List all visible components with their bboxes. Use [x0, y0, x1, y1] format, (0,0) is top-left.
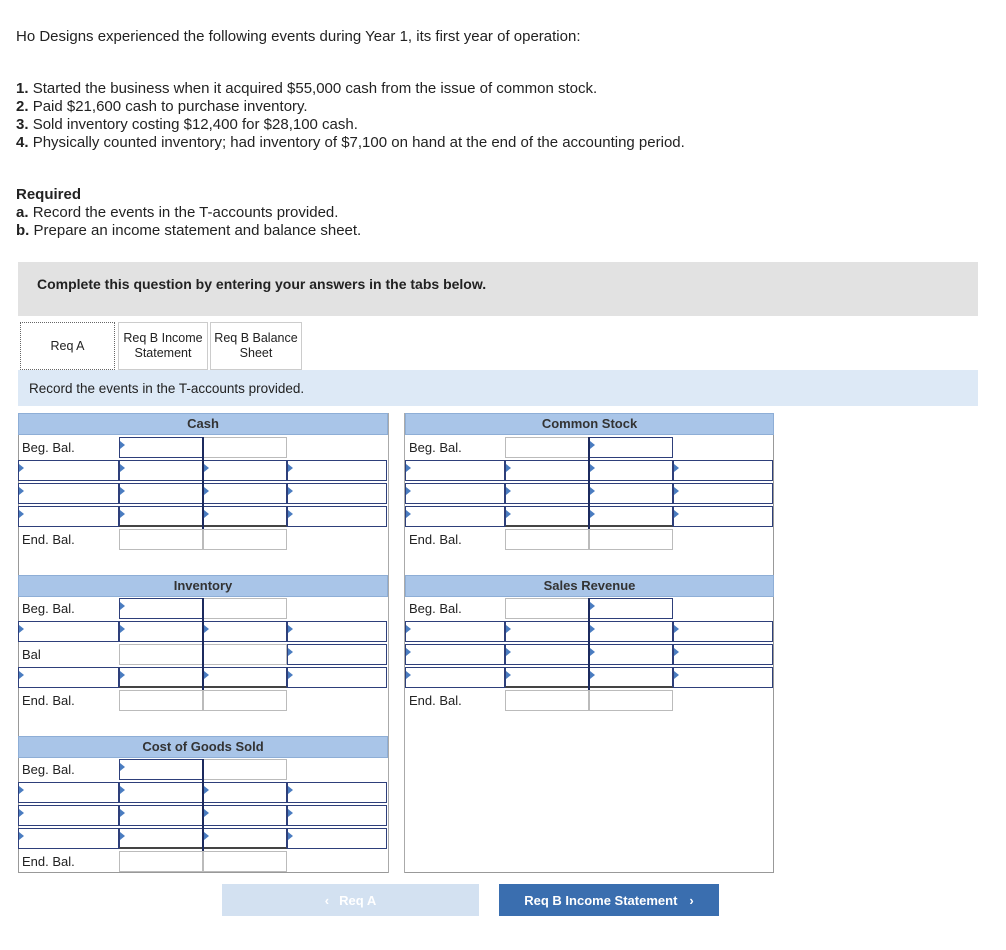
sales-revenue-credit-3[interactable] [589, 667, 673, 688]
prev-button[interactable]: ‹ Req A [222, 884, 479, 916]
cash-ref-1[interactable] [287, 460, 387, 481]
common-stock-beg-credit[interactable] [589, 437, 673, 458]
inventory-t-line [202, 598, 204, 690]
sales-revenue-beg-debit [505, 598, 589, 619]
cogs-ref-1[interactable] [287, 782, 387, 803]
required-b: b. Prepare an income statement and balance sheet. [16, 222, 362, 239]
common-stock-end-label: End. Bal. [409, 532, 462, 547]
common-stock-debit-2[interactable] [505, 483, 589, 504]
common-stock-beg-debit [505, 437, 589, 458]
inventory-ref-3[interactable] [287, 667, 387, 688]
cash-beg-debit[interactable] [119, 437, 203, 458]
inventory-beg-debit[interactable] [119, 598, 203, 619]
cash-label-1[interactable] [18, 460, 119, 481]
sales-revenue-end-debit [505, 690, 589, 711]
cash-credit-2[interactable] [203, 483, 287, 504]
cogs-label-3[interactable] [18, 828, 119, 849]
sales-revenue-credit-2[interactable] [589, 644, 673, 665]
sales-revenue-label-1[interactable] [405, 621, 505, 642]
common-stock-debit-1[interactable] [505, 460, 589, 481]
cash-credit-1[interactable] [203, 460, 287, 481]
cash-debit-1[interactable] [119, 460, 203, 481]
inventory-credit-3[interactable] [203, 667, 287, 688]
cogs-credit-3[interactable] [203, 828, 287, 849]
cash-label-3[interactable] [18, 506, 119, 527]
cogs-end-debit [119, 851, 203, 872]
common-stock-t-line [588, 437, 590, 529]
common-stock-end-debit [505, 529, 589, 550]
column-divider [388, 413, 405, 873]
common-stock-debit-3[interactable] [505, 506, 589, 527]
chevron-right-icon: › [689, 892, 694, 908]
cash-end-credit [203, 529, 287, 550]
sales-revenue-label-2[interactable] [405, 644, 505, 665]
sales-revenue-debit-2[interactable] [505, 644, 589, 665]
cash-title: Cash [18, 413, 388, 435]
sales-revenue-end-credit [589, 690, 673, 711]
cash-t-line [202, 437, 204, 529]
cash-beg-credit [203, 437, 287, 458]
cogs-debit-1[interactable] [119, 782, 203, 803]
cogs-debit-3[interactable] [119, 828, 203, 849]
cogs-label-2[interactable] [18, 805, 119, 826]
sales-revenue-label-3[interactable] [405, 667, 505, 688]
required-a: a. Record the events in the T-accounts provided. [16, 204, 339, 221]
cogs-ref-2[interactable] [287, 805, 387, 826]
sales-revenue-ref-2[interactable] [673, 644, 773, 665]
common-stock-credit-3[interactable] [589, 506, 673, 527]
sales-revenue-title: Sales Revenue [405, 575, 774, 597]
sales-revenue-ref-3[interactable] [673, 667, 773, 688]
cogs-title: Cost of Goods Sold [18, 736, 388, 758]
cogs-label-1[interactable] [18, 782, 119, 803]
cogs-ref-3[interactable] [287, 828, 387, 849]
cash-debit-3[interactable] [119, 506, 203, 527]
next-button[interactable]: Req B Income Statement › [499, 884, 719, 916]
event-item: 1. Started the business when it acquired $55,000 cash from the issue of common stock. [16, 80, 598, 97]
cogs-debit-2[interactable] [119, 805, 203, 826]
sales-revenue-ref-1[interactable] [673, 621, 773, 642]
cogs-end-credit [203, 851, 287, 872]
inventory-bal-debit [119, 644, 203, 665]
inventory-ref-1[interactable] [287, 621, 387, 642]
event-item: 3. Sold inventory costing $12,400 for $28,100 cash. [16, 116, 358, 133]
cogs-beg-debit[interactable] [119, 759, 203, 780]
chevron-left-icon: ‹ [324, 892, 330, 908]
common-stock-label-2[interactable] [405, 483, 505, 504]
common-stock-credit-1[interactable] [589, 460, 673, 481]
inventory-label-1[interactable] [18, 621, 119, 642]
inventory-beg-label: Beg. Bal. [22, 601, 75, 616]
required-title: Required [16, 186, 82, 203]
instructions-banner: Complete this question by entering your answers in the tabs below. [18, 262, 978, 316]
required-section [16, 186, 361, 240]
inventory-beg-credit [203, 598, 287, 619]
sales-revenue-debit-3[interactable] [505, 667, 589, 688]
inventory-bal-label: Bal [22, 647, 41, 662]
inventory-label-3[interactable] [18, 667, 119, 688]
common-stock-credit-2[interactable] [589, 483, 673, 504]
sales-revenue-beg-label: Beg. Bal. [409, 601, 462, 616]
common-stock-ref-3[interactable] [673, 506, 773, 527]
cash-credit-3[interactable] [203, 506, 287, 527]
cogs-beg-label: Beg. Bal. [22, 762, 75, 777]
cash-label-2[interactable] [18, 483, 119, 504]
cogs-beg-credit [203, 759, 287, 780]
problem-intro: Ho Designs experienced the following events during Year 1, its first year of operation: [16, 28, 581, 45]
common-stock-ref-1[interactable] [673, 460, 773, 481]
inventory-title: Inventory [18, 575, 388, 597]
tab-req-b-balance-sheet[interactable]: Req B Balance Sheet [210, 322, 302, 370]
common-stock-title: Common Stock [405, 413, 774, 435]
sales-revenue-debit-1[interactable] [505, 621, 589, 642]
inventory-debit-1[interactable] [119, 621, 203, 642]
tab-req-a[interactable]: Req A [20, 322, 115, 370]
event-item: 4. Physically counted inventory; had inventory of $7,100 on hand at the end of the accounting period. [16, 134, 685, 151]
common-stock-label-3[interactable] [405, 506, 505, 527]
common-stock-ref-2[interactable] [673, 483, 773, 504]
cash-debit-2[interactable] [119, 483, 203, 504]
cogs-end-label: End. Bal. [22, 854, 75, 869]
cash-ref-2[interactable] [287, 483, 387, 504]
event-list [16, 80, 685, 152]
common-stock-label-1[interactable] [405, 460, 505, 481]
inventory-end-label: End. Bal. [22, 693, 75, 708]
event-item: 2. Paid $21,600 cash to purchase inventory. [16, 98, 308, 115]
inventory-credit-1[interactable] [203, 621, 287, 642]
inventory-bal-credit [203, 644, 287, 665]
sales-revenue-credit-1[interactable] [589, 621, 673, 642]
inventory-end-credit [203, 690, 287, 711]
cash-beg-label: Beg. Bal. [22, 440, 75, 455]
tab-req-b-income-statement[interactable]: Req B Income Statement [118, 322, 208, 370]
sales-revenue-end-label: End. Bal. [409, 693, 462, 708]
cash-end-debit [119, 529, 203, 550]
inventory-end-debit [119, 690, 203, 711]
sales-revenue-beg-credit[interactable] [589, 598, 673, 619]
tab-instruction: Record the events in the T-accounts provided. [18, 370, 978, 406]
cash-ref-3[interactable] [287, 506, 387, 527]
common-stock-beg-label: Beg. Bal. [409, 440, 462, 455]
inventory-ref-2[interactable] [287, 644, 387, 665]
common-stock-end-credit [589, 529, 673, 550]
cogs-credit-1[interactable] [203, 782, 287, 803]
cogs-t-line [202, 759, 204, 851]
cogs-credit-2[interactable] [203, 805, 287, 826]
cash-end-label: End. Bal. [22, 532, 75, 547]
inventory-debit-3[interactable] [119, 667, 203, 688]
sales-revenue-t-line [588, 598, 590, 690]
